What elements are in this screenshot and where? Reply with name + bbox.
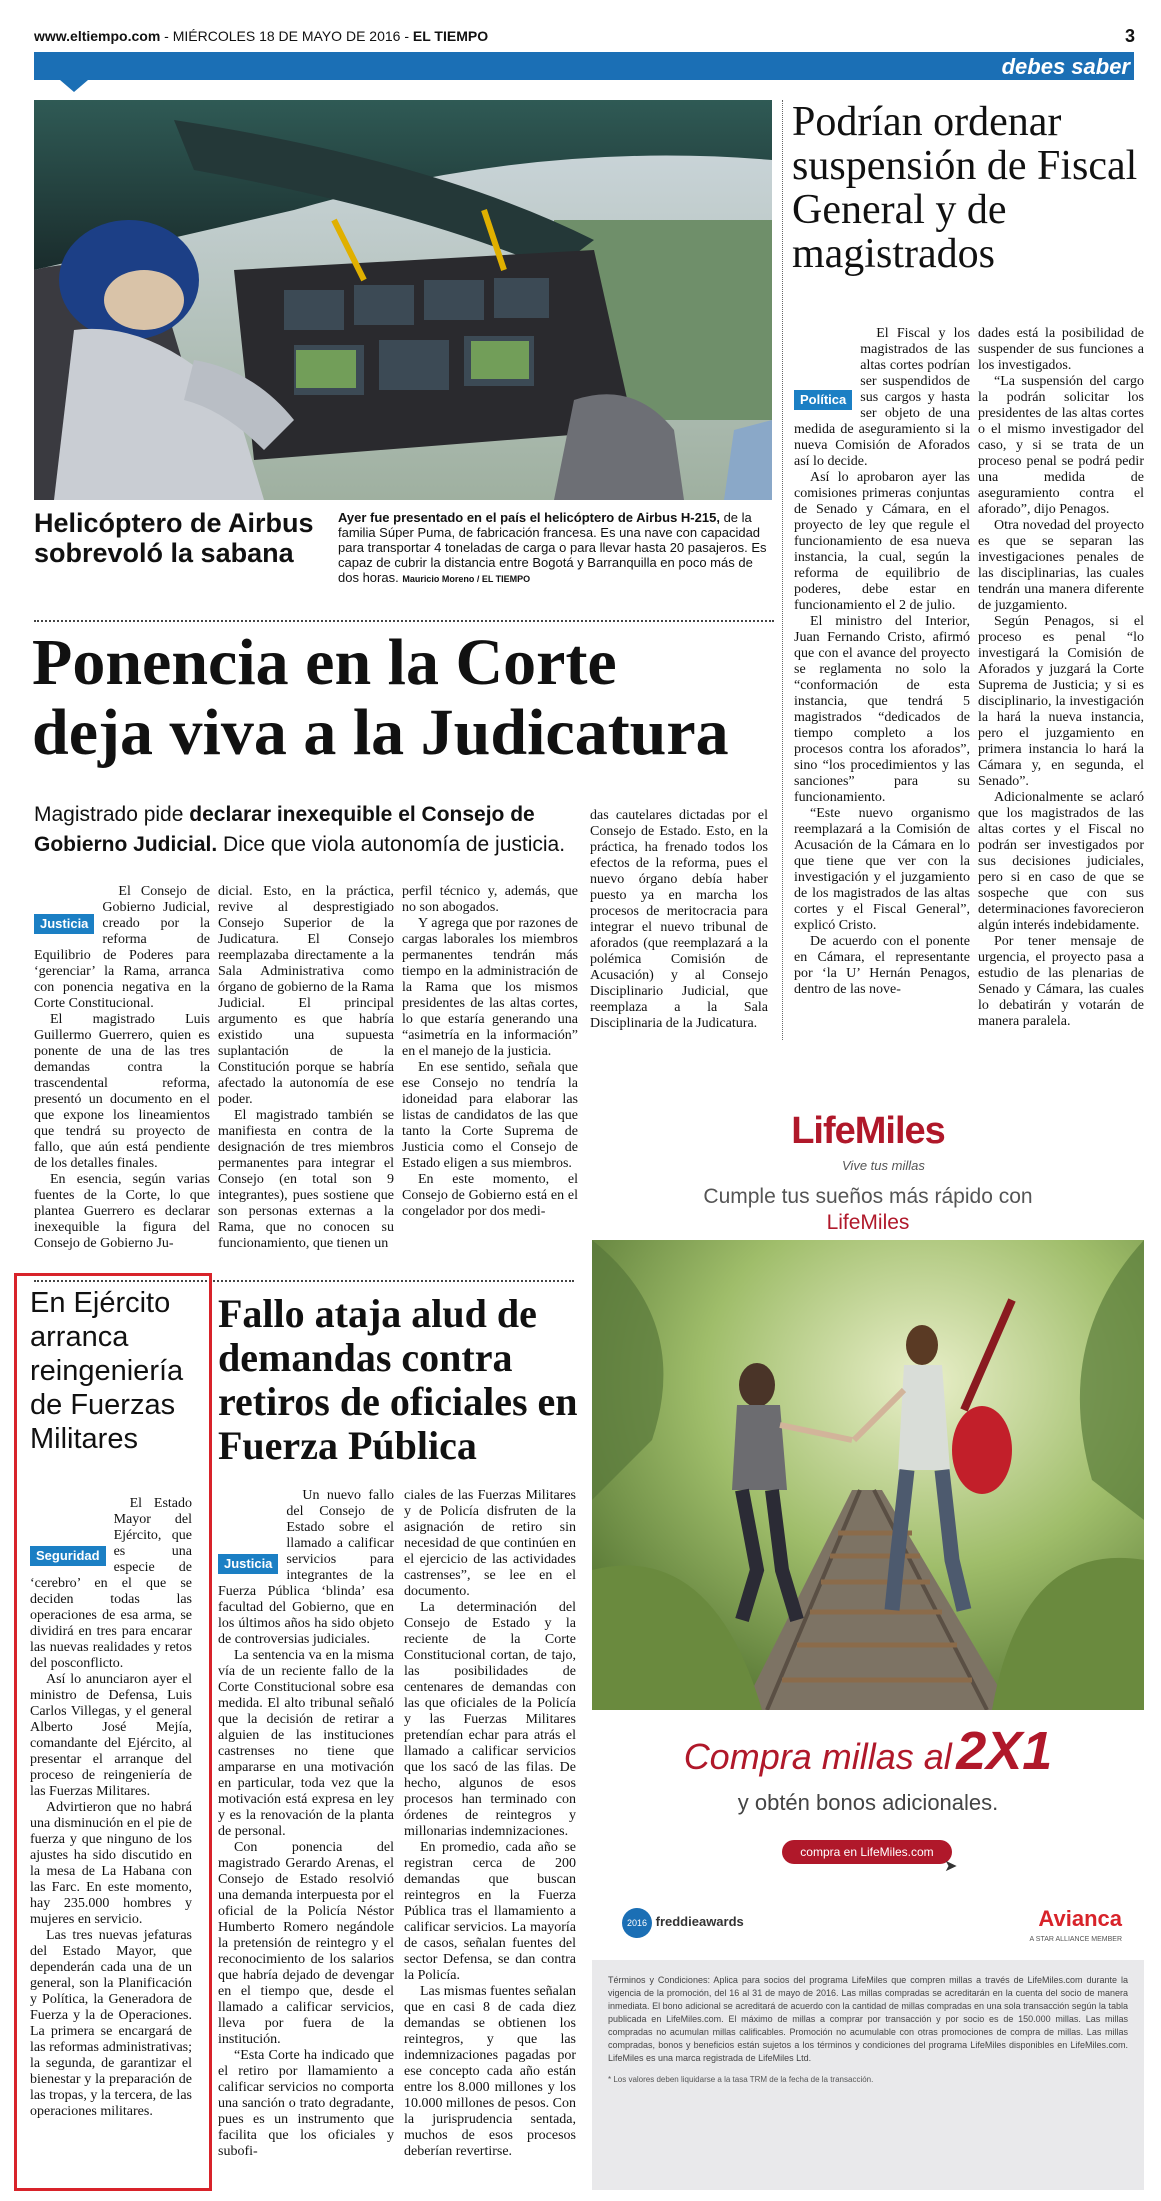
column-rule-right [782, 100, 783, 1040]
judicatura-paragraph: El magistrado Luis Guillermo Guerrero, quien es ponente de una de las tres demandas contra la trascendental reforma, presentó un documento en el que expone los lineamientos que tendrá su proyecto de fallo, que aún está pendiente de los detalles finales. [34, 1012, 210, 1171]
fiscal-paragraph: Adicionalmente se aclaró que los magistrados de las altas cortes y el Fiscal no podrán ser investigados por sus decisiones judiciales, pero si en caso de que se sospeche que con sus determinaciones favorecieron algún interés indebidamente. [978, 790, 1144, 933]
judicatura-headline-line2: deja viva a la Judicatura [32, 696, 729, 769]
fiscal-paragraph: “La suspensión del cargo la podrán solicitar los presidentes de las altas cortes o el mismo investigador del caso, y si se trata de un proceso penal se podrá pedir una medida de aseguramiento contra el aforado”, dijo Penagos. [978, 374, 1144, 517]
fallo-column-2 [404, 1488, 576, 2160]
judicatura-paragraph: das cautelares dictadas por el Consejo de Estado. Esto, en la práctica, ha frenado todos los efectos de la reforma, pues el nuevo órgano debía haber puesto ya en marcha los procesos de meritocracia para integrar el nuevo tribunal de aforados (que reemplazará a la polémica Comisión de Acusación) y al Consejo Disciplinario Judicial, que reemplaza a la Sala Disciplinaria de la Judicatura. [590, 808, 768, 1031]
fiscal-paragraph: Otra novedad del proyecto es que se separan las investigaciones penales de las disciplinarias, las cuales tendrán una manera diferente de juzgamiento. [978, 518, 1144, 613]
judicatura-paragraph: El magistrado también se manifiesta en contra de la designación de tres miembros permanentes para integrar el Consejo (en total son 9 integrantes), pues sostiene que son personas externas a la Rama, que no conocen su funcionamiento, que tienen un [218, 1108, 394, 1251]
fallo-paragraph: ciales de las Fuerzas Militares y de Policía disfruten de la asignación de retiro sin necesidad de que continúen en el ejercicio de las actividades castrenses”, se lee en el documento. [404, 1488, 576, 1599]
fallo-paragraph: La sentencia va en la misma vía de un reciente fallo de la Corte Constitucional sobre esa medida. El alto tribunal señaló que la decisión de retirar a alguien de las instituciones castrenses no tiene que ampararse en una motivación en particular, toda vez que la motivación está expresa en ley y es la renovación de la planta de personal. [218, 1648, 394, 1839]
fallo-paragraph: Las mismas fuentes señalan que en casi 8 de cada diez demandas se obtienen los reintegros, y que las indemnizaciones pagadas por ese concepto cada año están entre los 8.000 millones y los 10.000 millones de pesos. Con la jurisprudencia sentada, muchos de esos procesos deberían revertirse. [404, 1984, 576, 2159]
fiscal-headline: Podrían ordenar suspensión de Fiscal General y de magistrados [792, 99, 1138, 277]
photo-title-line2: sobrevoló la sabana [34, 538, 294, 568]
judicatura-column-2 [218, 884, 394, 1252]
ad-headline-text: Cumple tus sueños más rápido con [703, 1185, 1033, 1208]
fiscal-paragraph: Así lo aprobaron ayer las comisiones primeras conjuntas de Senado y Cámara, en el proyecto de ley que regule el funcionamiento de esa nueva instancia, la cual, según la reforma de equilibrio de poderes, debe estar en funcionamiento el 2 de julio. [794, 470, 970, 613]
paper-name: EL TIEMPO [412, 28, 489, 44]
fiscal-paragraph: El Fiscal y los magistrados de las altas cortes podrían ser suspendidos de sus cargos y hasta ser objeto de una medida de aseguramiento si la nueva Comisión de Aforados así lo decide. [794, 326, 970, 469]
tag-justicia: Justicia [34, 914, 94, 934]
ad-offer-text: Compra millas al [683, 1736, 952, 1777]
photo-title-line1: Helicóptero de Airbus [34, 508, 314, 538]
ad-footnote: * Los valores deben liquidarse a la tasa TRM de la fecha de la transacción. [608, 2075, 874, 2084]
fiscal-paragraph: “Este nuevo organismo reemplazará a la Comisión de Acusación de la Cámara en lo que tiene que ver con la investigación y el juzgamiento de los magistrados de las altas cortes y el Fiscal General”, explicó Cristo. [794, 806, 970, 933]
fiscal-paragraph: El ministro del Interior, Juan Fernando Cristo, afirmó que con el avance del proyecto se reglamenta no solo la “conformación de esta instancia, que tendrá 5 magistrados “dedicados de tiempo completo a los procesos contra los aforados”, sino “los procedimientos y las sanciones” para su funcionamiento. [794, 614, 970, 805]
ad-cta-button[interactable]: compra en LifeMiles.com [782, 1840, 952, 1864]
judicatura-headline [32, 628, 782, 768]
couple-on-railway-image [592, 1240, 1144, 1710]
deck-end: Dice que viola autonomía de justicia. [217, 833, 566, 856]
fallo-paragraph: Con ponencia del magistrado Gerardo Arenas, el Consejo de Estado resolvió una demanda interpuesta por el oficial de la Policía Néstor Humberto Romero negándole la pretensión de reintegro y el reconocimiento de los salarios que habría dejado de devengar en el tiempo que, desde el llamado a calificar servicios, lleva por fuera de la institución. [218, 1840, 394, 2047]
ejercito-paragraph: Advirtieron que no habrá una disminución en el pie de fuerza y que ninguno de los ajustes ha sido discutido en la mesa de La Habana con las Farc. En este momento, hay 235.000 hombres y mujeres en servicio. [30, 1800, 192, 1927]
judicatura-headline-line1: Ponencia en la Corte [32, 626, 617, 699]
fallo-headline: Fallo ataja alud de demandas contra retiros de oficiales en Fuerza Pública [218, 1291, 578, 1468]
ad-offer [592, 1720, 1144, 1782]
fiscal-paragraph: De acuerdo con el ponente en Cámara, el representante por ‘la U’ Hernán Penagos, dentro de las nove- [794, 934, 970, 997]
judicatura-column-3 [402, 884, 578, 1220]
avianca-logo: Avianca [1038, 1906, 1122, 1931]
fallo-column-1 [218, 1488, 394, 2160]
divider-top-left [34, 620, 774, 622]
ejercito-headline: En Ejército arranca reingeniería de Fuerzas Militares [30, 1287, 184, 1455]
fallo-paragraph: “Esta Corte ha indicado que el retiro por llamamiento a calificar servicios no comporta una sanción o trato degradante, pues es un instrumento que facilita que los oficiales y subofi- [218, 2048, 394, 2159]
photo-credit: Mauricio Moreno / EL TIEMPO [402, 574, 531, 584]
ejercito-paragraph: El Estado Mayor del Ejército, que es una especie de ‘cerebro’ en el que se deciden todas las operaciones de esa arma, se dividirá en tres para encarar las nuevas realidades y retos del posconflicto. [30, 1496, 192, 1671]
judicatura-deck [34, 800, 594, 860]
ad-legal-text: Términos y Condiciones: Aplica para socios del programa LifeMiles que compren millas a través de LifeMiles.com durante la vigencia de la promoción, del 16 al 31 de mayo de 2016. Las millas compradas se acreditarán en la cuenta del socio de manera inmediata. El bono adicional se acreditará de acuerdo con la cantidad de millas compradas en una sola transacción según la tabla publicada en LifeMiles.com. El máximo de millas a comprar por transacción y por socio es de 150.000 millas. Las millas compradas no acumulan millas calificables. Promoción no acumulable con otras promociones de compra de millas. Las millas compradas, bonos y beneficios están sujetos a los términos y condiciones del programa LifeMiles disponibles en LifeMiles.com. LifeMiles es una marca registrada de LifeMiles Ltd. [608, 1975, 1128, 2063]
caption-body: de la familia Súper Puma, de fabricación francesa. Es una nave con capacidad para transportar 4 toneladas de carga o para llevar hasta 20 pasajeros. Es capaz de cubrir la distancia entre Bogotá y Barranquilla en poco más de dos horas. [338, 510, 767, 585]
judicatura-paragraph: perfil técnico y, además, que no son abogados. [402, 884, 578, 915]
judicatura-paragraph: dicial. Esto, en la práctica, revive al desprestigiado Consejo Superior de la Judicatura. El Consejo reemplazaba directamente a la Sala Administrativa como órgano de gobierno de la Rama Judicial. El principal argumento es que habría existido una supuesta suplantación de la Constitución porque se habría afectado la autonomía de ese poder. [218, 884, 394, 1107]
lifemiles-tagline: Vive tus millas [842, 1158, 925, 1173]
page-number: 3 [1124, 26, 1135, 46]
photo-caption [338, 510, 774, 587]
ad-offer-2x1: 2X1 [956, 1721, 1053, 1781]
section-bar-notch [60, 80, 88, 92]
ad-headline [592, 1184, 1144, 1236]
ad-photo [592, 1240, 1144, 1710]
photo-title [34, 508, 334, 568]
ejercito-paragraph: Las tres nuevas jefaturas del Estado Mayor, que dependerán cada una de un general, son la Planificación y Política, la Generadora de Fuerza y la de Operaciones. La primera se encargará de las reformas administrativas; la segunda, de garantizar el bienestar y la preparación de las tropas, y la tercera, de las operaciones militares. [30, 1928, 192, 2119]
star-alliance-label: A STAR ALLIANCE MEMBER [1029, 1936, 1122, 1943]
deck-intro: Magistrado pide [34, 803, 190, 826]
site-url[interactable]: www.eltiempo.com [34, 28, 161, 44]
ejercito-paragraph: Así lo anunciaron ayer el ministro de Defensa, Luis Carlos Villegas, y el general Alberto José Mejía, comandante del Ejército, al presentar el arranque del proceso de reingeniería de las Fuerzas Militares. [30, 1672, 192, 1799]
fiscal-column-2 [978, 326, 1144, 1030]
judicatura-column-1 [34, 884, 210, 1252]
award-year: 2016 [622, 1908, 652, 1938]
tag-politica: Política [794, 390, 852, 410]
fiscal-paragraph: dades está la posibilidad de suspender de sus funciones a los investigados. [978, 326, 1144, 373]
cursor-icon: ➤ [944, 1858, 958, 1875]
fiscal-paragraph: Según Penagos, si el proceso es penal “lo investigará la Comisión de Aforados y juzgará la Corte Suprema de Justicia; y si es disciplinario, la investigación la hará la nueva instancia, pero el juzgamiento en primera instancia lo hará la Cámara y, en segunda, el Senado”. [978, 614, 1144, 789]
fiscal-paragraph: Por tener mensaje de urgencia, el proyecto pasa a estudio de las plenarias de Senado y Cámara, las cuales lo debatirán y votarán de manera paralela. [978, 934, 1144, 1029]
fallo-paragraph: La determinación del Consejo de Estado y la reciente de la Corte Constitucional cortan, de tajo, las posibilidades de centenares de demandas con las que oficiales de la Policía y las Fuerzas Militares pretendían echar para atrás el llamado a calificar servicios que los sacó de las filas. De hecho, algunos de esos procesos han terminado con órdenes de reintegros y millonarias indemnizaciones. [404, 1600, 576, 1839]
tag-justicia-fallo: Justicia [218, 1554, 278, 1574]
freddie-award-badge [622, 1908, 782, 1938]
judicatura-paragraph: En este momento, el Consejo de Gobierno está en el congelador por dos medi- [402, 1172, 578, 1219]
ad-offer-sub: y obtén bonos adicionales. [737, 1790, 999, 1815]
ejercito-body [30, 1496, 192, 2120]
section-label: debes saber [1001, 54, 1130, 79]
fallo-paragraph: Un nuevo fallo del Consejo de Estado sobre el llamado a calificar servicios para integrantes de la Fuerza Pública ‘blinda’ esa facultad del Gobierno, que en los últimos años ha sido objeto de controversias judiciales. [218, 1488, 394, 1647]
page-header: www.eltiempo.com - MIÉRCOLES 18 DE MAYO DE 2016 - EL TIEMPO [34, 28, 489, 44]
judicatura-paragraph: El Consejo de Gobierno Judicial, creado por la reforma de Equilibrio de Poderes para ‘gerenciar’ la Rama, arranca con ponencia negativa en la Corte Constitucional. [34, 884, 210, 1011]
issue-date: MIÉRCOLES 18 DE MAYO DE 2016 [172, 28, 401, 44]
lifemiles-ad[interactable] [592, 1070, 1144, 2195]
deck-bold: declarar inexequible el Consejo de Gobierno Judicial. [34, 803, 535, 856]
judicatura-paragraph: En esencia, según varias fuentes de la Corte, lo que plantea Guerrero es declarar inexequible la figura del Consejo de Gobierno Ju- [34, 1172, 210, 1251]
ad-legal-box [592, 1960, 1144, 2190]
caption-lead: Ayer fue presentado en el país el helicóptero de Airbus H-215, [338, 510, 720, 525]
judicatura-column-4 [590, 808, 768, 1032]
ad-headline-brand: LifeMiles [826, 1211, 910, 1234]
judicatura-paragraph: En ese sentido, señala que ese Consejo no tendría la idoneidad para elaborar las listas de candidatos de las que tanto la Corte Suprema de Justicia como el Consejo de Estado eligen a sus miembros. [402, 1060, 578, 1171]
fallo-paragraph: En promedio, cada año se registran cerca de 200 demandas que buscan reintegros en la Fuerza Pública tras el llamamiento a calificar servicios. La mayoría de casos, señalan fuentes del sector Defensa, se dan contra la Policía. [404, 1840, 576, 1983]
judicatura-paragraph: Y agrega que por razones de cargas laborales los miembros permanentes tendrán más tiempo en la administración de la Rama que los mismos presidentes de las altas cortes, lo que estaría generando una “asimetría en la información” en el manejo de la justicia. [402, 916, 578, 1059]
helicopter-photo [34, 100, 772, 500]
lifemiles-logo: LifeMiles [791, 1110, 945, 1152]
tag-seguridad: Seguridad [30, 1546, 106, 1566]
helicopter-cockpit-image [34, 100, 772, 500]
fiscal-column-1 [794, 326, 970, 998]
award-name: freddieawards [655, 1914, 744, 1929]
